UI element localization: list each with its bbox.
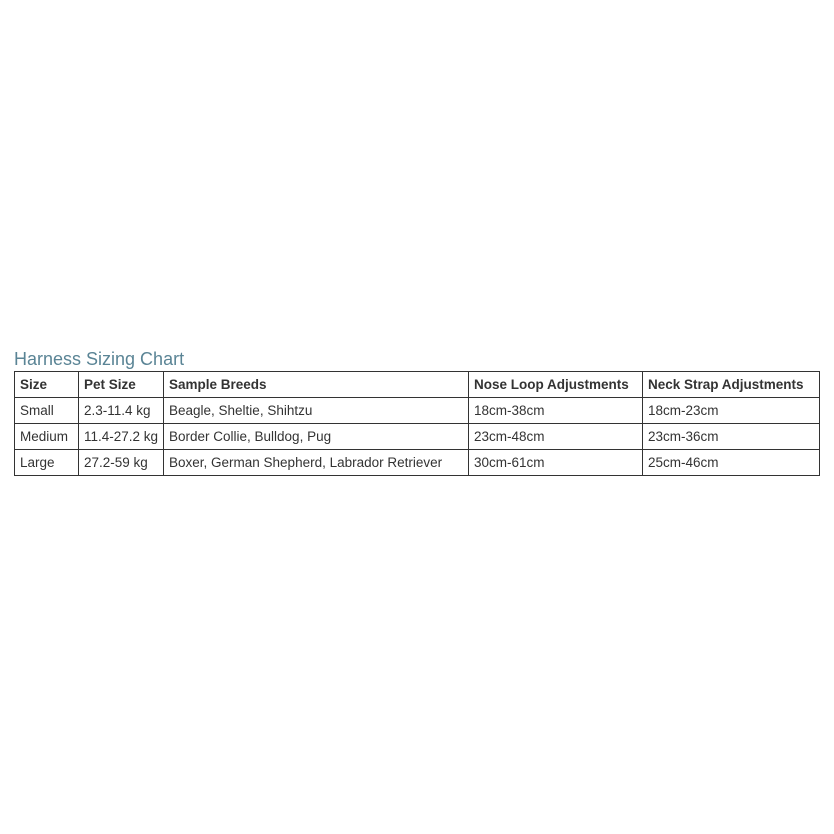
cell-sample-breeds: Beagle, Sheltie, Shihtzu	[164, 398, 469, 424]
cell-pet-size: 11.4-27.2 kg	[79, 424, 164, 450]
header-size: Size	[15, 372, 79, 398]
table-row	[15, 450, 820, 476]
cell-neck-strap: 23cm-36cm	[643, 424, 820, 450]
cell-nose-loop: 18cm-38cm	[469, 398, 643, 424]
header-sample-breeds: Sample Breeds	[164, 372, 469, 398]
sizing-table	[14, 371, 820, 476]
cell-size: Small	[15, 398, 79, 424]
sizing-chart	[14, 348, 820, 476]
cell-size: Large	[15, 450, 79, 476]
cell-nose-loop: 23cm-48cm	[469, 424, 643, 450]
header-pet-size: Pet Size	[79, 372, 164, 398]
table-header-row	[15, 372, 820, 398]
cell-sample-breeds: Boxer, German Shepherd, Labrador Retriever	[164, 450, 469, 476]
cell-pet-size: 2.3-11.4 kg	[79, 398, 164, 424]
cell-neck-strap: 25cm-46cm	[643, 450, 820, 476]
header-nose-loop: Nose Loop Adjustments	[469, 372, 643, 398]
cell-pet-size: 27.2-59 kg	[79, 450, 164, 476]
cell-nose-loop: 30cm-61cm	[469, 450, 643, 476]
cell-size: Medium	[15, 424, 79, 450]
table-row	[15, 398, 820, 424]
cell-sample-breeds: Border Collie, Bulldog, Pug	[164, 424, 469, 450]
chart-title: Harness Sizing Chart	[14, 349, 185, 369]
header-neck-strap: Neck Strap Adjustments	[643, 372, 820, 398]
cell-neck-strap: 18cm-23cm	[643, 398, 820, 424]
table-row	[15, 424, 820, 450]
